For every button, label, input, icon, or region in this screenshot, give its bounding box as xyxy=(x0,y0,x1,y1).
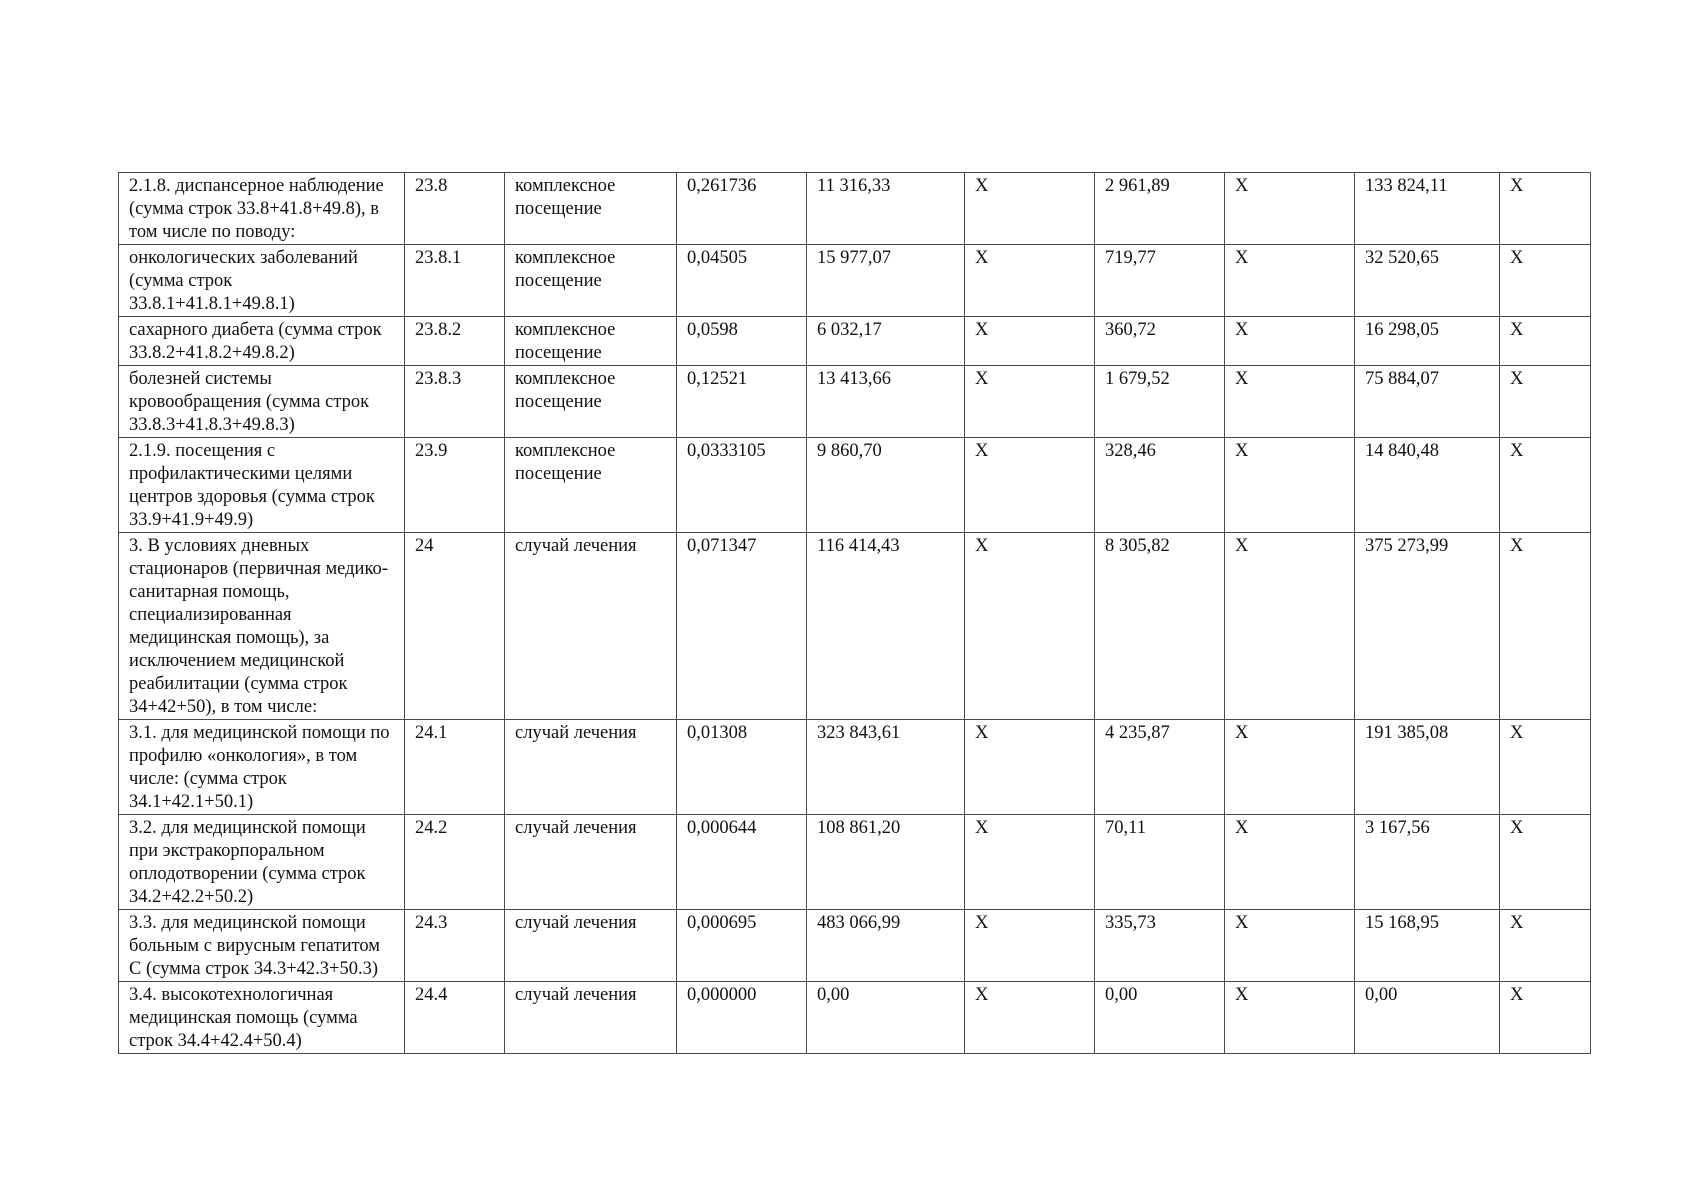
cost-cell: 0,00 xyxy=(807,982,965,1054)
cost-cell: 483 066,99 xyxy=(807,910,965,982)
row-name-cell: 3.1. для медицинской помощи по профилю «онкология», в том числе: (сумма строк 34.1+42.1+50.1) xyxy=(119,720,405,815)
col7-cell: 360,72 xyxy=(1095,317,1225,366)
cost-cell: 6 032,17 xyxy=(807,317,965,366)
line-number-cell: 24.1 xyxy=(405,720,505,815)
col6-cell: X xyxy=(965,245,1095,317)
unit-cell: случай лечения xyxy=(505,815,677,910)
col6-cell: X xyxy=(965,982,1095,1054)
table-body xyxy=(119,173,1591,1054)
cost-cell: 9 860,70 xyxy=(807,438,965,533)
norm-cell: 0,000000 xyxy=(677,982,807,1054)
col10-cell: X xyxy=(1500,438,1591,533)
col7-cell: 2 961,89 xyxy=(1095,173,1225,245)
unit-cell: комплексное посещение xyxy=(505,245,677,317)
col8-cell: X xyxy=(1225,317,1355,366)
norm-cell: 0,01308 xyxy=(677,720,807,815)
col6-cell: X xyxy=(965,720,1095,815)
col9-cell: 14 840,48 xyxy=(1355,438,1500,533)
col9-cell: 75 884,07 xyxy=(1355,366,1500,438)
row-name-cell: 3.2. для медицинской помощи при экстракорпоральном оплодотворении (сумма строк 34.2+42.2+50.2) xyxy=(119,815,405,910)
line-number-cell: 23.9 xyxy=(405,438,505,533)
line-number-cell: 23.8.2 xyxy=(405,317,505,366)
col10-cell: X xyxy=(1500,720,1591,815)
col6-cell: X xyxy=(965,438,1095,533)
col8-cell: X xyxy=(1225,438,1355,533)
table-row xyxy=(119,720,1591,815)
col7-cell: 4 235,87 xyxy=(1095,720,1225,815)
line-number-cell: 23.8.3 xyxy=(405,366,505,438)
row-name-cell: 2.1.8. диспансерное наблюдение (сумма строк 33.8+41.8+49.8), в том числе по поводу: xyxy=(119,173,405,245)
col7-cell: 8 305,82 xyxy=(1095,533,1225,720)
norm-cell: 0,0598 xyxy=(677,317,807,366)
col9-cell: 191 385,08 xyxy=(1355,720,1500,815)
norm-cell: 0,071347 xyxy=(677,533,807,720)
line-number-cell: 24 xyxy=(405,533,505,720)
line-number-cell: 24.4 xyxy=(405,982,505,1054)
unit-cell: случай лечения xyxy=(505,720,677,815)
line-number-cell: 23.8 xyxy=(405,173,505,245)
cost-cell: 116 414,43 xyxy=(807,533,965,720)
col6-cell: X xyxy=(965,173,1095,245)
col9-cell: 32 520,65 xyxy=(1355,245,1500,317)
col10-cell: X xyxy=(1500,173,1591,245)
norm-cell: 0,000644 xyxy=(677,815,807,910)
col7-cell: 0,00 xyxy=(1095,982,1225,1054)
table-row xyxy=(119,815,1591,910)
norm-cell: 0,000695 xyxy=(677,910,807,982)
col8-cell: X xyxy=(1225,366,1355,438)
col10-cell: X xyxy=(1500,245,1591,317)
norm-cell: 0,04505 xyxy=(677,245,807,317)
table-row xyxy=(119,438,1591,533)
col6-cell: X xyxy=(965,366,1095,438)
col10-cell: X xyxy=(1500,366,1591,438)
col6-cell: X xyxy=(965,533,1095,720)
table-row xyxy=(119,245,1591,317)
row-name-cell: 3.3. для медицинской помощи больным с вирусным гепатитом С (сумма строк 34.3+42.3+50.3) xyxy=(119,910,405,982)
col9-cell: 3 167,56 xyxy=(1355,815,1500,910)
cost-cell: 11 316,33 xyxy=(807,173,965,245)
row-name-cell: онкологических заболеваний (сумма строк 33.8.1+41.8.1+49.8.1) xyxy=(119,245,405,317)
col7-cell: 1 679,52 xyxy=(1095,366,1225,438)
col8-cell: X xyxy=(1225,910,1355,982)
col9-cell: 0,00 xyxy=(1355,982,1500,1054)
col8-cell: X xyxy=(1225,815,1355,910)
col8-cell: X xyxy=(1225,720,1355,815)
col7-cell: 719,77 xyxy=(1095,245,1225,317)
col10-cell: X xyxy=(1500,317,1591,366)
row-name-cell: 2.1.9. посещения с профилактическими целями центров здоровья (сумма строк 33.9+41.9+49.9) xyxy=(119,438,405,533)
col8-cell: X xyxy=(1225,173,1355,245)
row-name-cell: сахарного диабета (сумма строк 33.8.2+41.8.2+49.8.2) xyxy=(119,317,405,366)
norm-cell: 0,12521 xyxy=(677,366,807,438)
col8-cell: X xyxy=(1225,982,1355,1054)
col9-cell: 16 298,05 xyxy=(1355,317,1500,366)
financing-table xyxy=(118,172,1591,1054)
col8-cell: X xyxy=(1225,245,1355,317)
col6-cell: X xyxy=(965,815,1095,910)
line-number-cell: 24.3 xyxy=(405,910,505,982)
cost-cell: 323 843,61 xyxy=(807,720,965,815)
row-name-cell: болезней системы кровообращения (сумма строк 33.8.3+41.8.3+49.8.3) xyxy=(119,366,405,438)
table-row xyxy=(119,173,1591,245)
cost-cell: 15 977,07 xyxy=(807,245,965,317)
col7-cell: 335,73 xyxy=(1095,910,1225,982)
table-row xyxy=(119,366,1591,438)
col8-cell: X xyxy=(1225,533,1355,720)
unit-cell: комплексное посещение xyxy=(505,317,677,366)
norm-cell: 0,261736 xyxy=(677,173,807,245)
unit-cell: случай лечения xyxy=(505,982,677,1054)
unit-cell: случай лечения xyxy=(505,533,677,720)
col9-cell: 15 168,95 xyxy=(1355,910,1500,982)
col9-cell: 375 273,99 xyxy=(1355,533,1500,720)
col10-cell: X xyxy=(1500,910,1591,982)
table-row xyxy=(119,317,1591,366)
unit-cell: комплексное посещение xyxy=(505,438,677,533)
col10-cell: X xyxy=(1500,982,1591,1054)
table-row xyxy=(119,982,1591,1054)
cost-cell: 108 861,20 xyxy=(807,815,965,910)
unit-cell: случай лечения xyxy=(505,910,677,982)
line-number-cell: 23.8.1 xyxy=(405,245,505,317)
table-row xyxy=(119,533,1591,720)
col7-cell: 328,46 xyxy=(1095,438,1225,533)
line-number-cell: 24.2 xyxy=(405,815,505,910)
unit-cell: комплексное посещение xyxy=(505,366,677,438)
table-row xyxy=(119,910,1591,982)
cost-cell: 13 413,66 xyxy=(807,366,965,438)
col10-cell: X xyxy=(1500,533,1591,720)
col9-cell: 133 824,11 xyxy=(1355,173,1500,245)
unit-cell: комплексное посещение xyxy=(505,173,677,245)
col6-cell: X xyxy=(965,317,1095,366)
col6-cell: X xyxy=(965,910,1095,982)
col10-cell: X xyxy=(1500,815,1591,910)
col7-cell: 70,11 xyxy=(1095,815,1225,910)
row-name-cell: 3.4. высокотехнологичная медицинская помощь (сумма строк 34.4+42.4+50.4) xyxy=(119,982,405,1054)
norm-cell: 0,0333105 xyxy=(677,438,807,533)
row-name-cell: 3. В условиях дневных стационаров (первичная медико-санитарная помощь, специализированная медицинская помощь), за исключением медицинской реабилитации (сумма строк 34+42+50), в том числе: xyxy=(119,533,405,720)
